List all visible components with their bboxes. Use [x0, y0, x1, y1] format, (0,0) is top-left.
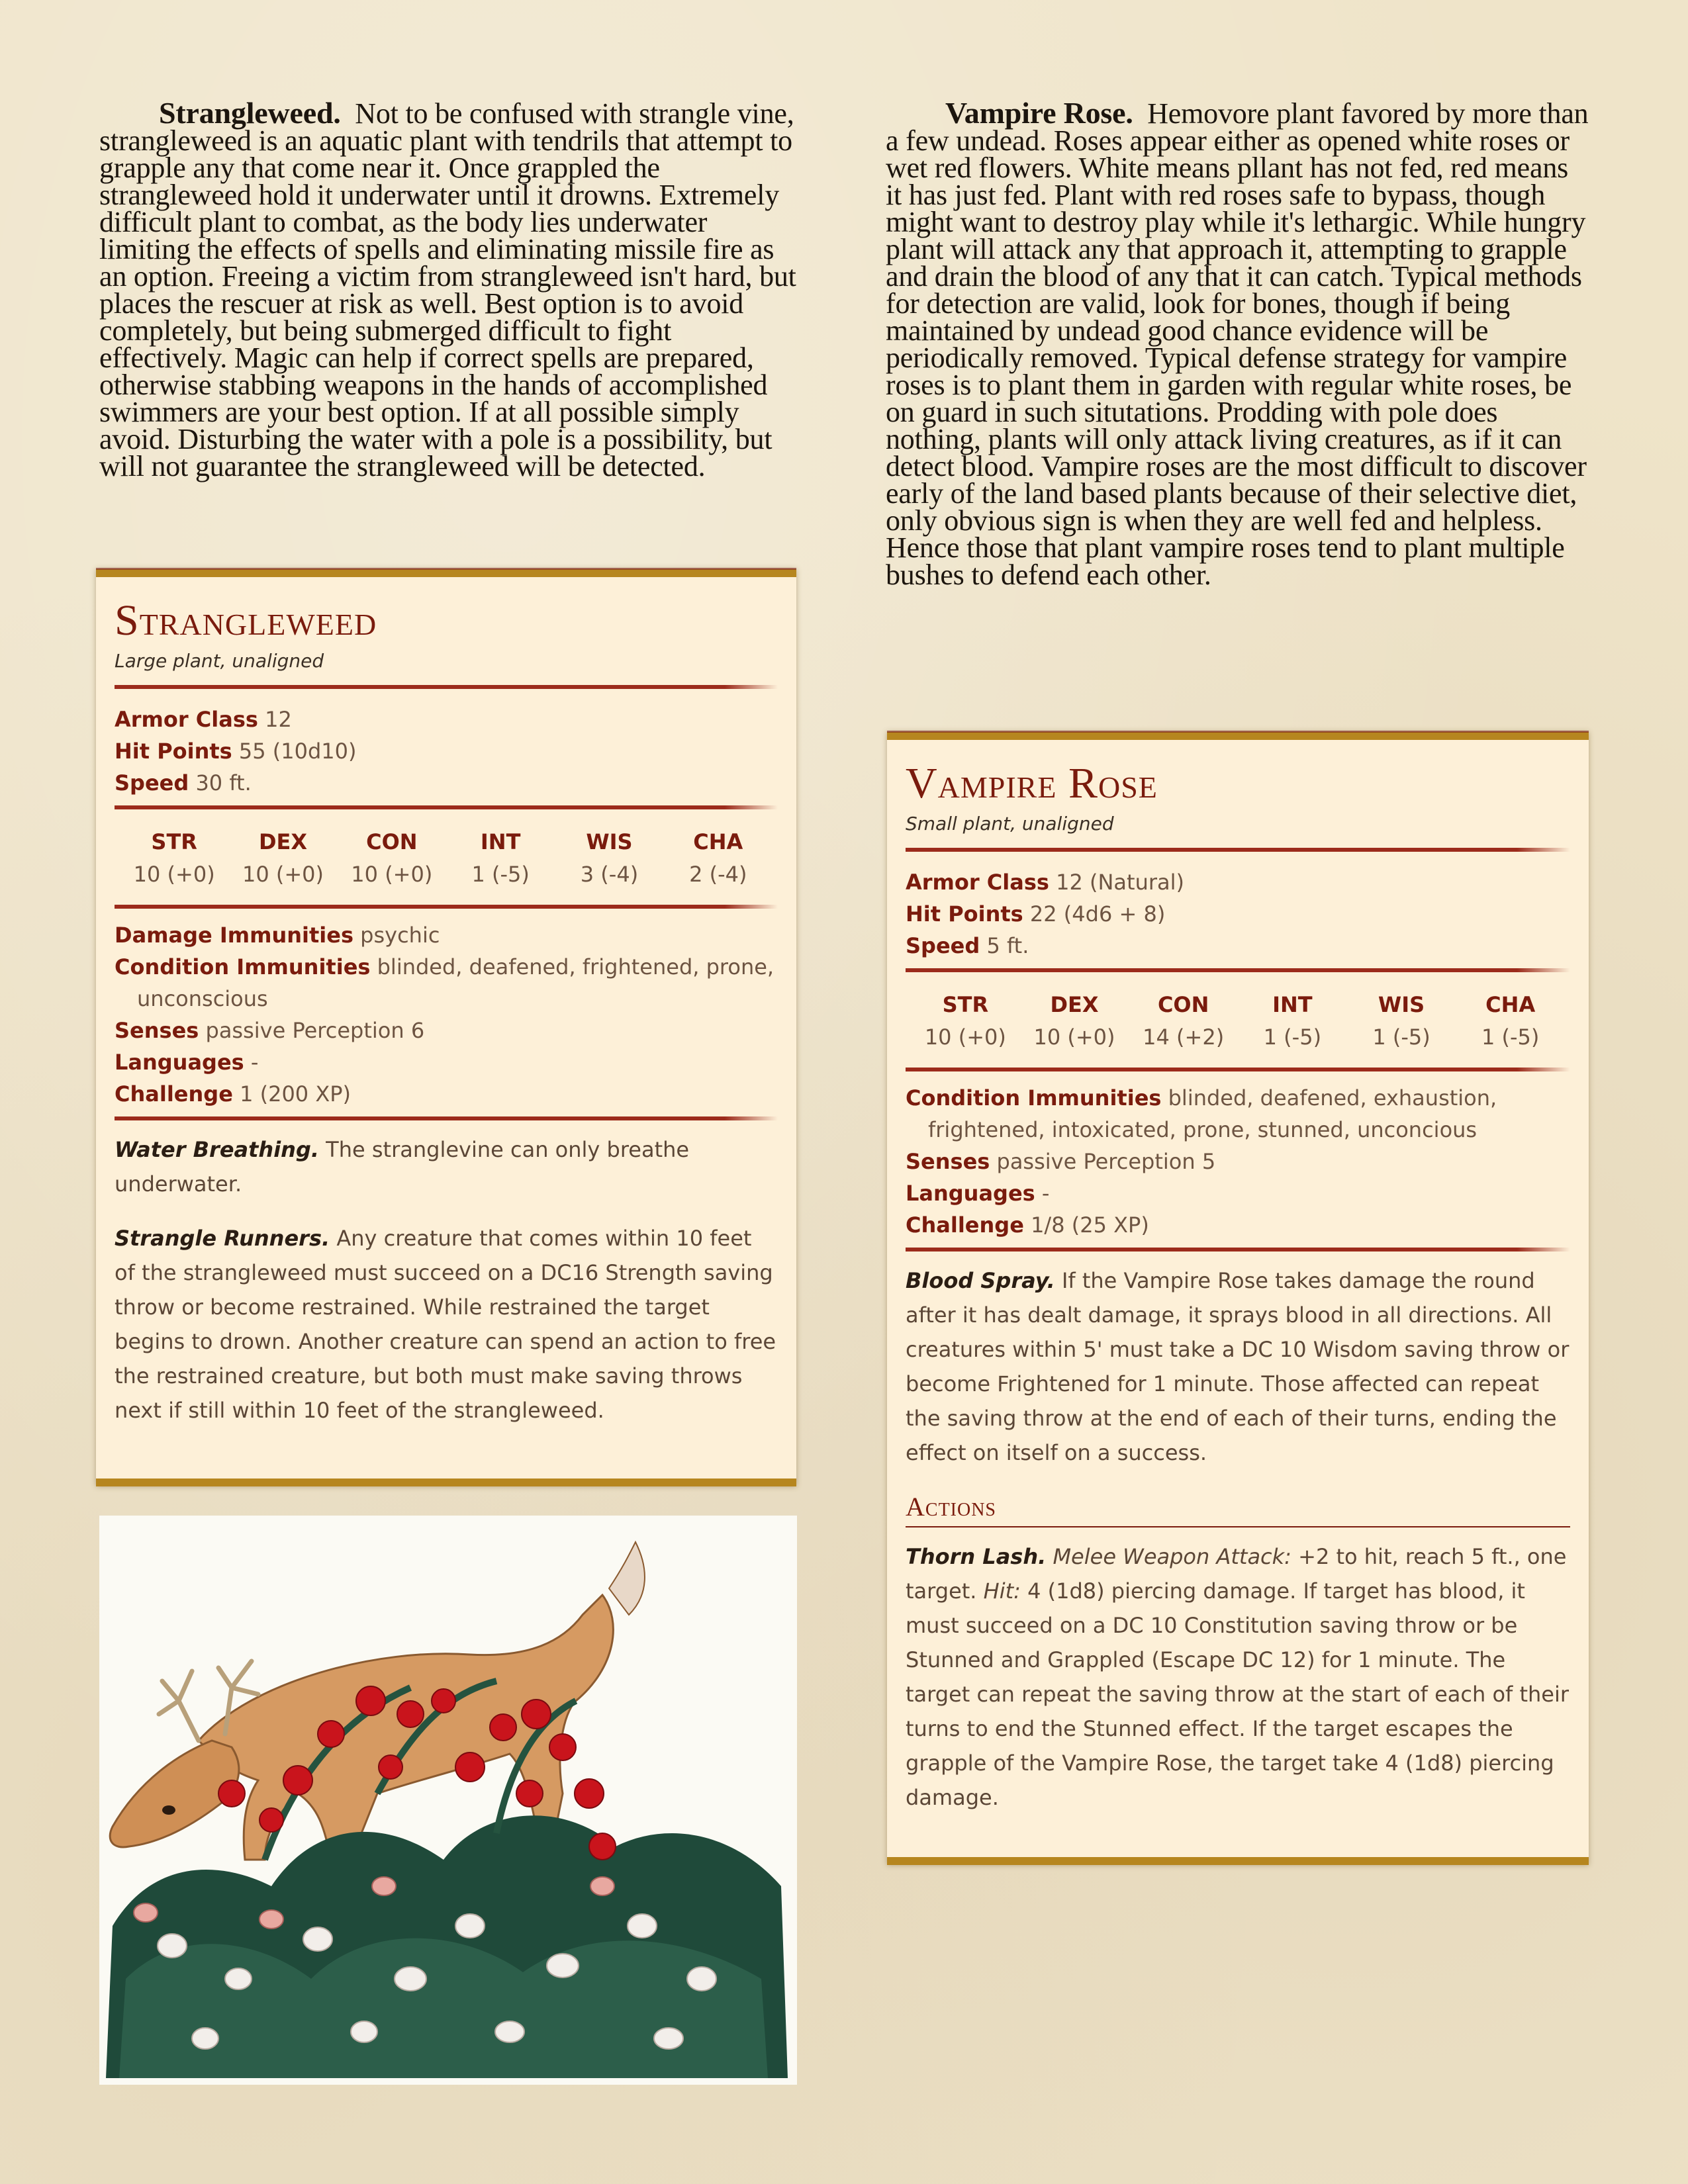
trait-text: If the Vampire Rose takes damage the round after it has dealt damage, it sprays blood in all directions. All creatures within 5' must take a DC 10 Wisdom saving throw or become Frightened for 1 minute. Those affected can repeat the saving throw at the end of each of their turns, ending the effect on itself on a success. [906, 1268, 1570, 1465]
ability-dex [228, 825, 337, 890]
ability-score: 10 (+0) [133, 862, 215, 887]
ability-score: 10 (+0) [924, 1024, 1006, 1050]
ability-name: INT [480, 829, 521, 854]
ability-name: CHA [693, 829, 743, 854]
ability-score: 10 (+0) [242, 862, 324, 887]
ability-score: 10 (+0) [1033, 1024, 1115, 1050]
ability-cha [664, 825, 773, 890]
ability-scores [906, 979, 1570, 1061]
divider [115, 905, 778, 909]
ability-scores [115, 816, 778, 898]
ability-score: 1 (-5) [1263, 1024, 1322, 1050]
ability-name: STR [942, 992, 989, 1017]
armor-class-label: Armor Class [906, 870, 1049, 895]
armor-class-value: 12 [265, 707, 292, 732]
ability-score: 1 (-5) [471, 862, 530, 887]
languages-line [906, 1177, 1570, 1209]
ability-name: WIS [586, 829, 633, 854]
languages-value: - [1041, 1181, 1050, 1206]
damage-immunities-line [115, 919, 778, 951]
vampire-rose-prose-title: Vampire Rose. [945, 96, 1133, 130]
divider [906, 848, 1570, 852]
languages-label: Languages [115, 1050, 244, 1075]
condition-immunities-value: blinded, deafened, exhaustion, frightened, intoxicated, prone, stunned, unconcious [928, 1085, 1497, 1142]
challenge-value: 1 (200 XP) [240, 1081, 352, 1107]
strangleweed-statblock [96, 569, 796, 1486]
strangleweed-prose-title: Strangleweed. [159, 96, 341, 130]
ability-int [1238, 988, 1347, 1053]
divider [906, 1068, 1570, 1071]
condition-immunities-line [906, 1082, 1570, 1146]
speed-value: 5 ft. [986, 933, 1029, 958]
ability-str [911, 988, 1020, 1053]
damage-immunities-value: psychic [360, 923, 440, 948]
strangleweed-prose [99, 96, 801, 482]
armor-class-line [906, 866, 1570, 898]
challenge-label: Challenge [115, 1081, 233, 1107]
armor-class-label: Armor Class [115, 707, 258, 732]
senses-label: Senses [906, 1149, 990, 1174]
senses-line [906, 1146, 1570, 1177]
trait-text: The stranglevine can only breathe underwater. [115, 1137, 690, 1197]
damage-immunities-label: Damage Immunities [115, 923, 353, 948]
action-attack-text: +2 to hit, reach 5 ft., one target. [906, 1544, 1567, 1604]
ability-name: CON [1157, 992, 1209, 1017]
hit-points-label: Hit Points [115, 739, 232, 764]
deer-and-roses-image [99, 1516, 797, 2085]
action-attack-type: Melee Weapon Attack: [1053, 1544, 1291, 1569]
statblock-name: Strangleweed [115, 596, 377, 645]
strangleweed-prose-body: Not to be confused with strangle vine, strangleweed is an aquatic plant with tendrils that attempt to grapple any that come near it. Once grappled the strangleweed hold it underwater until it drowns. Extremely difficult plant to combat, as the body lies underwater limiting the effects of spells and eliminating missile fire as an option. Freeing a victim from strangleweed isn't hard, but places the rescuer at risk as well. Best option is to avoid completely, but being submerged difficult to fight effectively. Magic can help if correct spells are prepared, otherwise stabbing weapons in the hands of accomplished swimmers are your best option. If at all possible simply avoid. Disturbing the water with a pole is a possibility, but will not guarantee the strangleweed will be detected. [99, 97, 796, 482]
action-name: Thorn Lash. [906, 1544, 1047, 1569]
trait-strangle-runners [115, 1221, 778, 1428]
speed-line [906, 930, 1570, 962]
ability-score: 1 (-5) [1481, 1024, 1540, 1050]
ability-name: DEX [1050, 992, 1099, 1017]
ability-name: WIS [1378, 992, 1425, 1017]
hit-points-label: Hit Points [906, 901, 1023, 927]
armor-class-line [115, 704, 778, 735]
condition-immunities-value: blinded, deafened, frightened, prone, unconscious [137, 954, 774, 1011]
vampire-rose-description [886, 96, 1589, 591]
divider [906, 968, 1570, 972]
creature-properties [906, 1078, 1570, 1241]
ability-score: 10 (+0) [351, 862, 433, 887]
strangleweed-description [99, 96, 801, 482]
armor-class-value: 12 (Natural) [1056, 870, 1184, 895]
action-hit-text: 4 (1d8) piercing damage. If target has blood, it must succeed on a DC 10 Constitution saving throw or be Stunned and Grappled (Escape DC 12) for 1 minute. The target can repeat the saving throw at the start of each of their turns to end the Stunned effect. If the target escapes the grapple of the Vampire Rose, the target take 4 (1d8) piercing damage. [906, 1578, 1570, 1810]
divider [115, 805, 778, 809]
condition-immunities-line [115, 951, 778, 1015]
senses-line [115, 1015, 778, 1046]
statblock-name: Vampire Rose [906, 759, 1158, 807]
trait-text: Any creature that comes within 10 feet of the strangleweed must succeed on a DC16 Strength saving throw or become restrained. While restrained the target begins to drown. Another creature can spend an action to free the restrained creature, but both must make saving throws next if still within 10 feet of the strangleweed. [115, 1226, 776, 1423]
trait-name: Blood Spray. [906, 1268, 1055, 1293]
vampire-rose-prose-body: Hemovore plant favored by more than a few undead. Roses appear either as opened white roses or wet red flowers. White means pllant has not fed, red means it has just fed. Plant with red roses safe to bypass, though might want to destroy play while it's lethargic. While hungry plant will attack any that approach it, attempting to grapple and drain the blood of any that it can catch. Typical methods for detection are valid, look for bones, though if being maintained by undead good chance evidence will be periodically removed. Typical defense strategy for vampire roses is to plant them in garden with regular white roses, be on guard in such situtations. Prodding with pole does nothing, plants will only attack living creatures, as if it can detect blood. Vampire roses are the most difficult to discover early of the land based plants because of their selective diet, only obvious sign is when they are well fed and helpless. Hence those that plant vampire roses tend to plant multiple bushes to defend each other. [886, 97, 1589, 591]
hit-points-value: 22 (4d6 + 8) [1029, 901, 1166, 927]
hit-points-value: 55 (10d10) [238, 739, 357, 764]
challenge-value: 1/8 (25 XP) [1031, 1212, 1149, 1238]
senses-value: passive Perception 6 [205, 1018, 425, 1043]
action-hit-label: Hit: [983, 1578, 1021, 1604]
ability-dex [1020, 988, 1129, 1053]
vampire-rose-prose [886, 96, 1589, 591]
ability-name: DEX [258, 829, 308, 854]
ability-str [120, 825, 228, 890]
trait-water-breathing [115, 1132, 778, 1201]
trait-name: Strangle Runners. [115, 1226, 330, 1251]
statblock-type: Small plant, unaligned [906, 813, 1114, 835]
hit-points-line [115, 735, 778, 767]
languages-line [115, 1046, 778, 1078]
defense-stats [115, 696, 778, 799]
ability-con [1129, 988, 1238, 1053]
ability-cha [1456, 988, 1565, 1053]
ability-score: 1 (-5) [1372, 1024, 1430, 1050]
ability-wis [555, 825, 663, 890]
challenge-line [906, 1209, 1570, 1241]
ability-con [338, 825, 446, 890]
divider [115, 1116, 778, 1120]
ability-score: 3 (-4) [580, 862, 639, 887]
condition-immunities-label: Condition Immunities [115, 954, 371, 979]
vampire-rose-illustration [99, 1516, 797, 2085]
languages-value: - [250, 1050, 259, 1075]
statblock-type: Large plant, unaligned [115, 650, 324, 672]
ability-wis [1347, 988, 1456, 1053]
challenge-line [115, 1078, 778, 1110]
ability-name: INT [1272, 992, 1313, 1017]
speed-value: 30 ft. [195, 770, 252, 796]
vampire-rose-statblock [887, 732, 1589, 1865]
divider [115, 685, 778, 689]
actions-heading: Actions [906, 1491, 1570, 1527]
trait-blood-spray [906, 1263, 1570, 1470]
languages-label: Languages [906, 1181, 1035, 1206]
speed-line [115, 767, 778, 799]
action-thorn-lash [906, 1539, 1570, 1815]
ability-score: 14 (+2) [1143, 1024, 1225, 1050]
senses-value: passive Perception 5 [996, 1149, 1216, 1174]
hit-points-line [906, 898, 1570, 930]
condition-immunities-label: Condition Immunities [906, 1085, 1162, 1111]
ability-name: STR [151, 829, 197, 854]
defense-stats [906, 858, 1570, 962]
ability-name: CHA [1485, 992, 1536, 1017]
ability-score: 2 (-4) [689, 862, 747, 887]
speed-label: Speed [115, 770, 189, 796]
ability-name: CON [366, 829, 418, 854]
speed-label: Speed [906, 933, 980, 958]
divider [906, 1248, 1570, 1251]
trait-name: Water Breathing. [115, 1137, 319, 1162]
challenge-label: Challenge [906, 1212, 1024, 1238]
ability-int [446, 825, 555, 890]
senses-label: Senses [115, 1018, 199, 1043]
creature-properties [115, 915, 778, 1110]
